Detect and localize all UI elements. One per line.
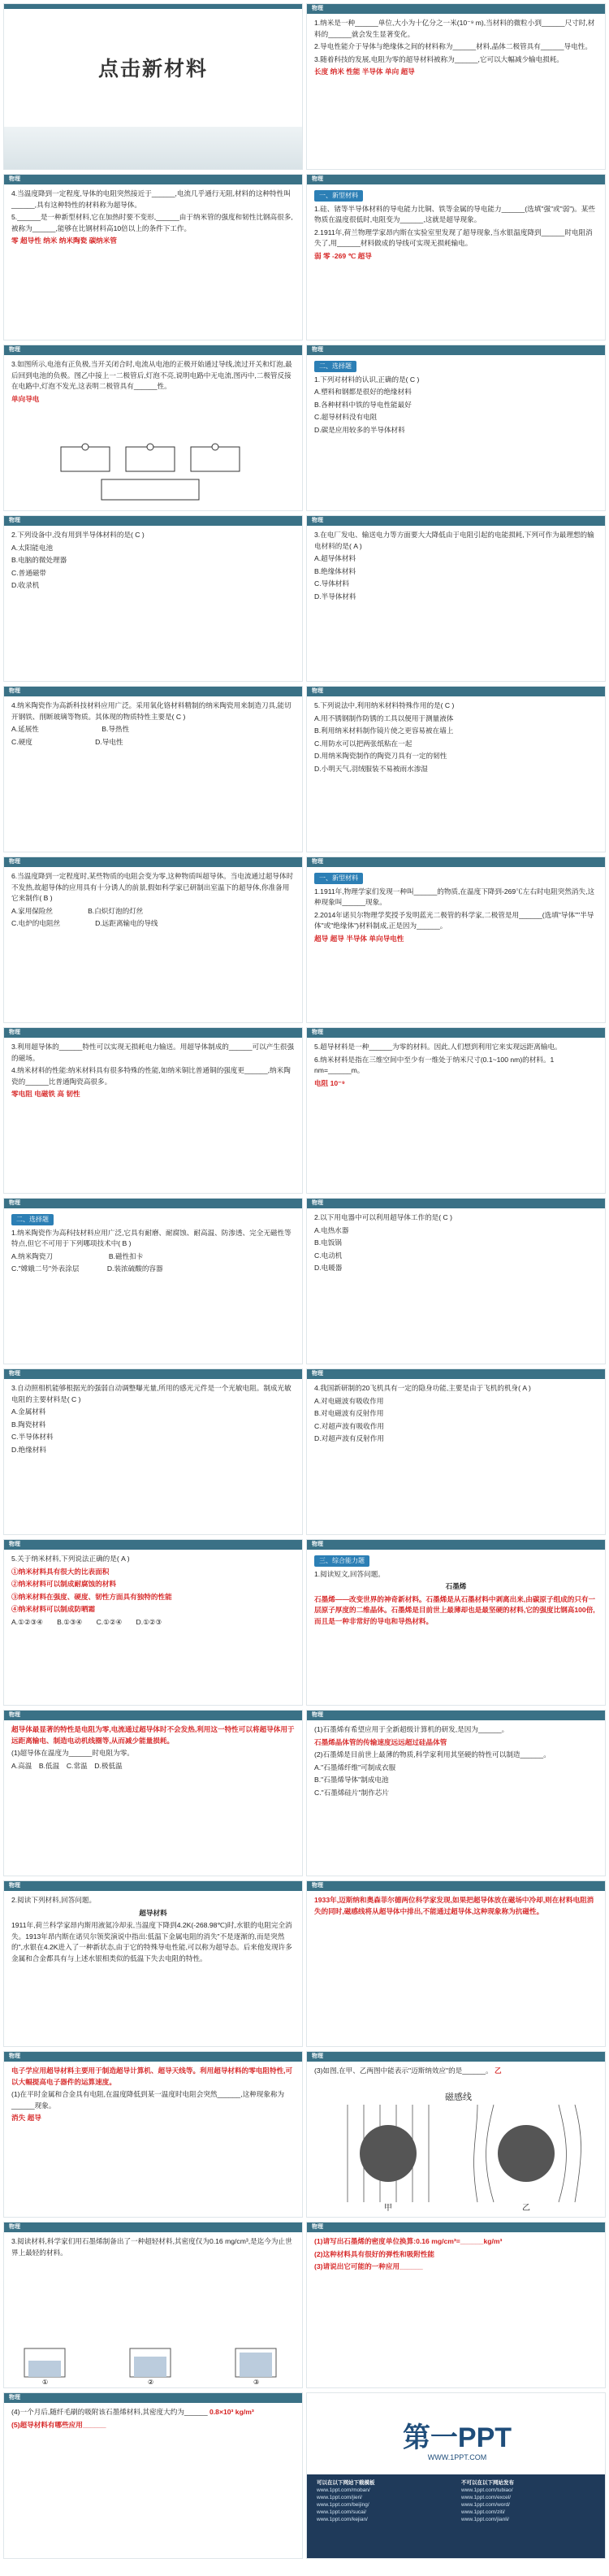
slide-8[interactable]: [306, 515, 606, 682]
option: D.电暖器: [314, 1264, 343, 1272]
section-badge: 一、新型材料: [314, 873, 363, 884]
slide-10[interactable]: [306, 686, 606, 852]
section-badge: 二、选择题: [314, 361, 356, 372]
option: [11, 906, 295, 917]
text-line: 5.超导材料是一种______为零的材料。因此,人们想到利用它来实现远距离输电。: [314, 1043, 562, 1051]
question: 4.我国新研制的20飞机具有一定的隐身功能,主要是由于飞机的机身( A ): [314, 1384, 531, 1392]
question-text: (3)如图,在甲、乙两图中能表示"迈斯纳效应"的是______。: [314, 2066, 493, 2075]
option: A.对电磁波有吸收作用: [314, 1396, 384, 1405]
article-text: 1933年,迈斯纳和奥森菲尔德两位科学家发现,如果把超导体放在磁场中冷却,则在材料电阻消失的同时,磁感线将从超导体中排出,不能通过超导体,这种现象称为抗磁性。: [314, 1896, 594, 1915]
slide-13[interactable]: [3, 1027, 303, 1194]
option-a: A.纳米陶瓷刀: [11, 1251, 54, 1260]
option-d: D.装浓硫酸的容器: [106, 1264, 163, 1273]
option: D.用纳米陶瓷制作的陶瓷刀具有一定的韧性: [314, 752, 447, 760]
label-a: 甲: [384, 2204, 392, 2213]
answer: 纳米: [330, 67, 344, 76]
answer: 高: [57, 1090, 64, 1098]
option: A.用不锈钢制作防锈的工具以便用于测量液体: [314, 713, 454, 722]
option: A.塑料和钢都是很好的绝缘材料: [314, 388, 412, 396]
question: [314, 2066, 598, 2077]
slide-header: 物理: [307, 1028, 605, 1038]
slide-header: 物理: [4, 345, 302, 355]
question: 3.自动照相机能够根据光的强弱自动调整曝光量,所用的感光元件是一个光敏电阻。制成光敏电阻的主要材料是( C ): [11, 1384, 292, 1403]
slide-25[interactable]: [3, 2051, 303, 2218]
choice-d: D.①②③: [136, 1617, 162, 1626]
text-line: 2.2014年诺贝尔物理学奖授予发明蓝光二极管的科学家,二极管是用______(选填"导体""半导体"或"绝缘体")材料制成,正是因为______。: [314, 910, 594, 930]
sphere-b: [498, 2125, 555, 2182]
answer: -269 ℃: [332, 251, 356, 260]
text-line: 1.1911年,物理学家们发现一种叫______的物质,在温度下降到-269℃左右时电阻突然消失,这种现象叫______现象。: [314, 887, 595, 906]
answer: 超导: [400, 67, 415, 76]
answer: 弱: [314, 251, 322, 260]
answer: 韧性: [66, 1090, 80, 1098]
slide-6[interactable]: [306, 345, 606, 511]
slide-2[interactable]: [306, 3, 606, 170]
option: C.电动机: [314, 1251, 343, 1260]
slide-19[interactable]: [3, 1539, 303, 1706]
slide-14[interactable]: [306, 1027, 606, 1194]
article-title: 石墨烯: [445, 1582, 467, 1590]
link[interactable]: www.1ppt.com/ziti/: [461, 2509, 505, 2515]
slide-7[interactable]: [3, 515, 303, 682]
option-b: B.白炽灯泡的灯丝: [88, 906, 144, 915]
slide-header: 物理: [4, 857, 302, 867]
slide-12[interactable]: [306, 856, 606, 1023]
option: B.利用纳米材料制作镜片使之更容易被在墙上: [314, 726, 454, 735]
answer: 10⁻⁹: [330, 1078, 345, 1087]
slide-header: 物理: [4, 1028, 302, 1038]
question: 5.下列说法中,利用纳米材料特殊作用的是( C ): [314, 701, 455, 709]
option: C.半导体材料: [11, 1433, 54, 1441]
answer: 单向导电: [11, 394, 40, 403]
question: (5)超导材料有哪些应用______: [11, 2420, 106, 2429]
link[interactable]: www.1ppt.com/kejian/: [317, 2517, 368, 2522]
cover-band: [4, 127, 302, 169]
option: [11, 737, 295, 748]
slide-23[interactable]: [3, 1880, 303, 2047]
article-text: 电子学应用超导材料主要用于制造超导计算机、超导天线等。利用超导材料的零电阻特性,可以大幅提高电子器件的运算速度。: [11, 2066, 293, 2086]
question: (1)石墨烯有希望应用于全新超级计算机的研发,是因为______。: [314, 1725, 509, 1733]
question: 1.下列对材料的认识,正确的是( C ): [314, 375, 420, 384]
option: B.电脑的微处理器: [11, 556, 67, 564]
slide-header: 物理: [4, 516, 302, 526]
text-line: 3.利用超导体的______特性可以实现无损耗电力输送。用超导体制成的______可以产生很强的磁场。: [11, 1043, 295, 1062]
question: 3.在电厂发电、输送电力等方面要大大降低由于电阻引起的电能损耗,下列可作为最理想的输电材料的是( A ): [314, 531, 594, 550]
answer: 0.8×10³ kg/m³: [209, 2408, 254, 2416]
option: C.导体材料: [314, 579, 349, 588]
option-c: C.常温: [66, 1761, 88, 1770]
choice-b: B.①③④: [57, 1617, 83, 1626]
slide-header: 物理: [4, 1711, 302, 1720]
text-line: 5.______是一种新型材料,它在加热时要不变形,______由于纳米管的强度和韧性比钢高很多,被称为______,能够在比钢材料高10倍以上的条件下工作。: [11, 213, 293, 232]
slide-header: 物理: [4, 687, 302, 696]
answer: 超导: [330, 934, 344, 943]
slide-header: 物理: [4, 1369, 302, 1379]
cover-slide[interactable]: [3, 3, 303, 170]
slide-16[interactable]: [306, 1198, 606, 1364]
option-b: B.低温: [38, 1761, 60, 1770]
intro: 1.阅读短文,回答问题。: [314, 1569, 385, 1578]
text-line: 3.随着科技的发展,电阻为零的超导材料被称为______,它可以大幅减少输电损耗。: [314, 54, 564, 63]
question-text: (4)一个月后,随纤毛刷的吸附该石墨烯材料,其密度大约为______: [11, 2408, 208, 2416]
sphere-a: [360, 2125, 417, 2182]
slide-15[interactable]: [3, 1198, 303, 1364]
slide-18[interactable]: [306, 1368, 606, 1535]
article-text: 1911年,荷兰科学家昂内斯用液氦冷却汞,当温度下降到4.2K(-268.98℃)时,水银的电阻完全消失。1913年昂内斯在诺贝尔领奖演说中指出:低温下金属电阻的消失"不是逐渐的,而是突然的",水银在4.2K进入了一种新状态,由于它的特殊导电性能,可以称为超导态。后来他发现许多金属和合金都具有与上述水银相类似的低温下失去电阻的特性。: [11, 1921, 292, 1962]
slide-header: 物理: [307, 4, 605, 14]
slide-29[interactable]: [3, 2392, 303, 2559]
question: 4.纳米陶瓷作为高新科技材料应用广泛。采用氧化铬材料精制的纳米陶瓷用来制造刀具,能切开钢铁、削断玻璃等物质。其体现的物质特性主要是( C ): [11, 701, 292, 721]
question: [11, 2407, 295, 2418]
option: D.半导体材料: [314, 592, 356, 601]
col-title: 可以在以下网站下载模板: [317, 2480, 375, 2486]
option-a: A.高温: [11, 1761, 32, 1770]
beaker-label: ③: [253, 2379, 260, 2385]
beaker-label: ②: [148, 2379, 154, 2385]
slide-header: 物理: [4, 1881, 302, 1891]
slide-header: 物理: [307, 687, 605, 696]
option-c: C.电炉的电阻丝: [11, 919, 61, 927]
question: 2.以下用电器中可以利用超导体工作的是( C ): [314, 1213, 452, 1221]
answer: 电磁铁: [34, 1090, 55, 1098]
slide-header: 物理: [307, 1881, 605, 1891]
slide-header: 物理: [307, 1369, 605, 1379]
question: 1.纳米陶瓷作为高科技材料应用广泛,它具有耐磨、耐腐蚀、耐高温、防渗透、完全无磁性等特点,但它不可用于下列哪项技术中( B ): [11, 1228, 292, 1247]
link[interactable]: www.1ppt.com/word/: [461, 2502, 510, 2508]
option-b: B.导热性: [102, 725, 130, 733]
option: D.小明天气,羽绒服装不易被雨水渗湿: [314, 764, 428, 773]
slide-header: 物理: [307, 516, 605, 526]
slide-header: 物理: [307, 175, 605, 184]
logo-url: WWW.1PPT.COM: [427, 2453, 487, 2461]
circuit-diagram: [53, 439, 248, 504]
slide-header: 物理: [4, 2223, 302, 2232]
option-c: C."嫦娥二号"外表涂层: [11, 1264, 80, 1273]
answer: 半导体: [361, 67, 383, 76]
beaker-images: [16, 2344, 284, 2385]
slide-header: 物理: [4, 1540, 302, 1550]
answer: 纳米: [43, 236, 58, 245]
intro: 2.阅读下列材料,回答问题。: [11, 1896, 97, 1904]
slide-header: 物理: [307, 1540, 605, 1550]
option-d: D.导电性: [95, 737, 123, 746]
option-b: B.磁性扣卡: [108, 1251, 144, 1260]
text-line: 2.1911年,荷兰物理学家昂内斯在实验室里发现了超导现象,当水银温度降到______时电阻消失了,用______材料做成的导线可实现无损耗输电。: [314, 228, 593, 247]
choices-row: [11, 1617, 295, 1628]
slide-22[interactable]: [306, 1710, 606, 1876]
slide-26[interactable]: [306, 2051, 606, 2218]
slide-header: 物理: [307, 857, 605, 867]
answer: 零: [11, 236, 19, 245]
choice-c: C.①②④: [96, 1617, 123, 1626]
slide-header: 物理: [307, 345, 605, 355]
meissner-diagram: [323, 2088, 591, 2214]
statement: ②纳米材料可以制成耐腐蚀的材料: [11, 1580, 116, 1588]
question: (1)在平时金属和合金具有电阻,在温度降低到某一温度时电阻会突然______,这种现象称为______现象。: [11, 2090, 285, 2110]
option: A.金属材料: [11, 1407, 46, 1416]
article-text: 石墨烯——改变世界的神奇新材料。石墨烯是从石墨材料中剥离出来,由碳原子组成的只有一层原子厚度的二维晶体。石墨烯是目前世上最薄却也是最坚硬的材料,它的强度比钢高100倍,而且是一种非常好的导电和导热材料。: [314, 1594, 596, 1625]
option: D.收录机: [11, 581, 40, 589]
slide-27[interactable]: [3, 2222, 303, 2388]
option-a: A.延展性: [11, 725, 39, 733]
answer: 超导: [27, 2114, 41, 2122]
answer: 碳纳米管: [89, 236, 117, 245]
option: B.陶瓷材料: [11, 1420, 46, 1429]
option: [11, 724, 295, 735]
answer: 消失: [11, 2114, 26, 2122]
link[interactable]: www.1ppt.com/jieri/: [317, 2495, 362, 2500]
options-row: [11, 1761, 295, 1772]
link[interactable]: www.1ppt.com/sucai/: [317, 2509, 367, 2515]
beaker-label: ①: [42, 2379, 49, 2385]
answer: 单向导电性: [369, 934, 404, 943]
option: C.用防水可以把两张纸粘在一起: [314, 739, 412, 748]
slide-4[interactable]: [306, 174, 606, 340]
answer: 超导: [314, 934, 329, 943]
option-c: C.硬度: [11, 737, 32, 746]
answer: 电阻: [314, 1078, 329, 1087]
option: D.对超声波有反射作用: [314, 1434, 384, 1442]
answer: 超导: [357, 251, 372, 260]
slide-17[interactable]: [3, 1368, 303, 1535]
option: B."石墨烯导体"制成电池: [314, 1776, 389, 1784]
slide-header: 物理: [307, 1711, 605, 1720]
slide-9[interactable]: [3, 686, 303, 852]
question: (2)石墨烯是目前世上最薄的物质,科学家利用其坚硬的特性可以制造______。: [314, 1750, 551, 1759]
text-line: 1.硅、锗等半导体材料的导电能力比铜、铁等金属的导电能力______(选填"强"或"弱")。某些物质在温度很低时,电阻变为______,这就是超导现象。: [314, 204, 595, 223]
slide-28[interactable]: [306, 2222, 606, 2388]
col-title: 不可以在以下网站发布: [461, 2480, 514, 2486]
option: A.太阳能电池: [11, 543, 54, 552]
slide-header: 物理: [4, 2393, 302, 2403]
option: [11, 1251, 295, 1263]
no-publish-links: [461, 2479, 599, 2523]
ppt-logo: [356, 2418, 559, 2462]
slide-header: 物理: [4, 2052, 302, 2062]
link[interactable]: www.1ppt.com/moban/: [317, 2487, 370, 2493]
slide-header: 物理: [307, 2052, 605, 2062]
slide-header: 物理: [307, 2223, 605, 2232]
option: A.电热水器: [314, 1225, 349, 1234]
answer: 零: [323, 251, 330, 260]
option: [11, 1264, 295, 1275]
option: D.碳是应用较多的半导体材料: [314, 425, 405, 434]
text-line: (2)这种材料具有很好的弹性和吸附性能: [314, 2249, 435, 2258]
statement: ④纳米材料可以制成防晒霜: [11, 1605, 96, 1613]
link-panel: [307, 2474, 605, 2559]
section-badge: 三、综合能力题: [314, 1555, 369, 1567]
statement: ③纳米材料在强度、硬度、韧性方面具有独特的性能: [11, 1592, 172, 1601]
option: D.绝缘材料: [11, 1445, 46, 1454]
answer: 零电阻: [11, 1090, 32, 1098]
option: B.各种材料中铁的导电性能最好: [314, 400, 412, 409]
option: A.超导体材料: [314, 554, 356, 562]
question: 2.下列设备中,没有用到半导体材料的是( C ): [11, 531, 145, 539]
logo-text: 第一PPT: [402, 2422, 512, 2453]
text-line: 4.当温度降到一定程度,导体的电阻突然接近于______,电流几乎通行无阻,材料的这种特性叫______,具有这种特性的材料称为超导体。: [11, 189, 291, 209]
slide-20[interactable]: [306, 1539, 606, 1706]
option: B.对电磁波有反射作用: [314, 1409, 384, 1417]
text-line: (3)请说出它可能的一种应用______: [314, 2262, 423, 2270]
slide-3[interactable]: [3, 174, 303, 340]
text-line: 4.纳米材料的性能:纳米材料具有很多特殊的性能,如纳米铜比普通铜的强度更______,纳米陶瓷的______比普通陶瓷高很多。: [11, 1066, 291, 1086]
question: (1)超导体在温度为______时电阻为零。: [11, 1749, 134, 1757]
cover-title: 点击新材料: [97, 58, 208, 80]
answer: 纳米陶瓷: [58, 236, 88, 245]
slide-header: 物理: [4, 1199, 302, 1208]
answer: 乙: [494, 2066, 502, 2075]
option: C.普通磁带: [11, 568, 46, 577]
link[interactable]: www.1ppt.com/beijing/: [317, 2502, 369, 2508]
option: C."石墨烯硅片"制作芯片: [314, 1788, 390, 1797]
option: B.绝缘体材料: [314, 566, 356, 575]
question: 6.当温度降到一定程度时,某些物质的电阻会变为零,这种物质叫超导体。当电流通过超导体时不发热,故超导体的应用具有十分诱人的前景,假如科学家已研制出室温下的超导体,你准备用它来制作( B ): [11, 872, 294, 902]
slide-5[interactable]: [3, 345, 303, 511]
option-d: D.极低温: [94, 1761, 123, 1770]
text-line: 1.纳米是一种______单位,大小为十亿分之一米(10⁻⁹ m),当材料的微粒小到______尺寸时,材料的______就会发生显著变化。: [314, 19, 595, 38]
label-b: 乙: [522, 2204, 530, 2213]
answer: 单向: [384, 67, 400, 76]
link[interactable]: www.1ppt.com/tubiao/: [461, 2487, 513, 2493]
text-line: (1)请写出石墨烯的密度单位换算:0.16 mg/cm³=______kg/m³: [314, 2237, 503, 2245]
answer: 性能: [346, 67, 361, 76]
article-text: 超导体最显著的特性是电阻为零,电流通过超导体时不会发热,利用这一特性可以将超导体用于远距离输电、制造电动机线圈等,从而减少能量损耗。: [11, 1725, 295, 1745]
answer: 半导体: [346, 934, 367, 943]
section-badge: 二、选择题: [11, 1214, 54, 1225]
text-line: 6.纳米材料是指在三维空间中至少有一维处于纳米尺寸(0.1~100 nm)的材料。1 nm=______m。: [314, 1055, 555, 1074]
answer: 石墨烯晶体管的传输速度远远超过硅晶体管: [314, 1737, 447, 1746]
option: C.对超声波有吸收作用: [314, 1421, 384, 1430]
option-d: D.远距离输电的导线: [95, 919, 158, 927]
slide-11[interactable]: [3, 856, 303, 1023]
end-slide[interactable]: [306, 2392, 606, 2559]
choice-a: A.①②③④: [11, 1617, 43, 1626]
slide-21[interactable]: [3, 1710, 303, 1876]
text-line: 3.如图所示,电池有正负极,当开关闭合时,电流从电池的正极开始通过导线,流过开关和灯泡,最后回到电池的负极。图乙中接上一二极管后,灯泡不亮,说明电路中无电流,图丙中,二极管反接在电路中,灯泡不发光,这表明二极管具有______性。: [11, 360, 292, 390]
download-links: [317, 2479, 455, 2523]
option: [11, 918, 295, 930]
slide-header: 物理: [4, 175, 302, 184]
magnetic-lines-label: 磁感线: [445, 2092, 472, 2102]
option: C.超导材料没有电阻: [314, 413, 378, 421]
link[interactable]: www.1ppt.com/excel/: [461, 2495, 512, 2500]
slide-header: 物理: [307, 1199, 605, 1208]
question: 5.关于纳米材料,下列说法正确的是( A ): [11, 1555, 130, 1563]
article-title: 超导材料: [139, 1908, 167, 1917]
question: 3.阅读材料,科学家们用石墨烯制备出了一种超轻材料,其密度仅为0.16 mg/cm³,是迄今为止世界上最轻的材料。: [11, 2237, 292, 2257]
text-line: 2.导电性能介于导体与绝缘体之间的材料称为______材料,晶体二极管具有______导电性。: [314, 42, 592, 50]
link[interactable]: www.1ppt.com/jianli/: [461, 2517, 509, 2522]
answer: 超导性: [20, 236, 41, 245]
statement: ①纳米材料具有很大的比表面积: [11, 1567, 110, 1576]
answer: 长度: [314, 67, 329, 76]
slide-24[interactable]: [306, 1880, 606, 2047]
cover-bar: [4, 4, 302, 9]
option: B.电饭锅: [314, 1238, 342, 1247]
section-badge: 一、新型材料: [314, 190, 363, 202]
option-a: A.家用保险丝: [11, 906, 54, 915]
option: A."石墨烯纤维"可制成衣服: [314, 1763, 396, 1772]
